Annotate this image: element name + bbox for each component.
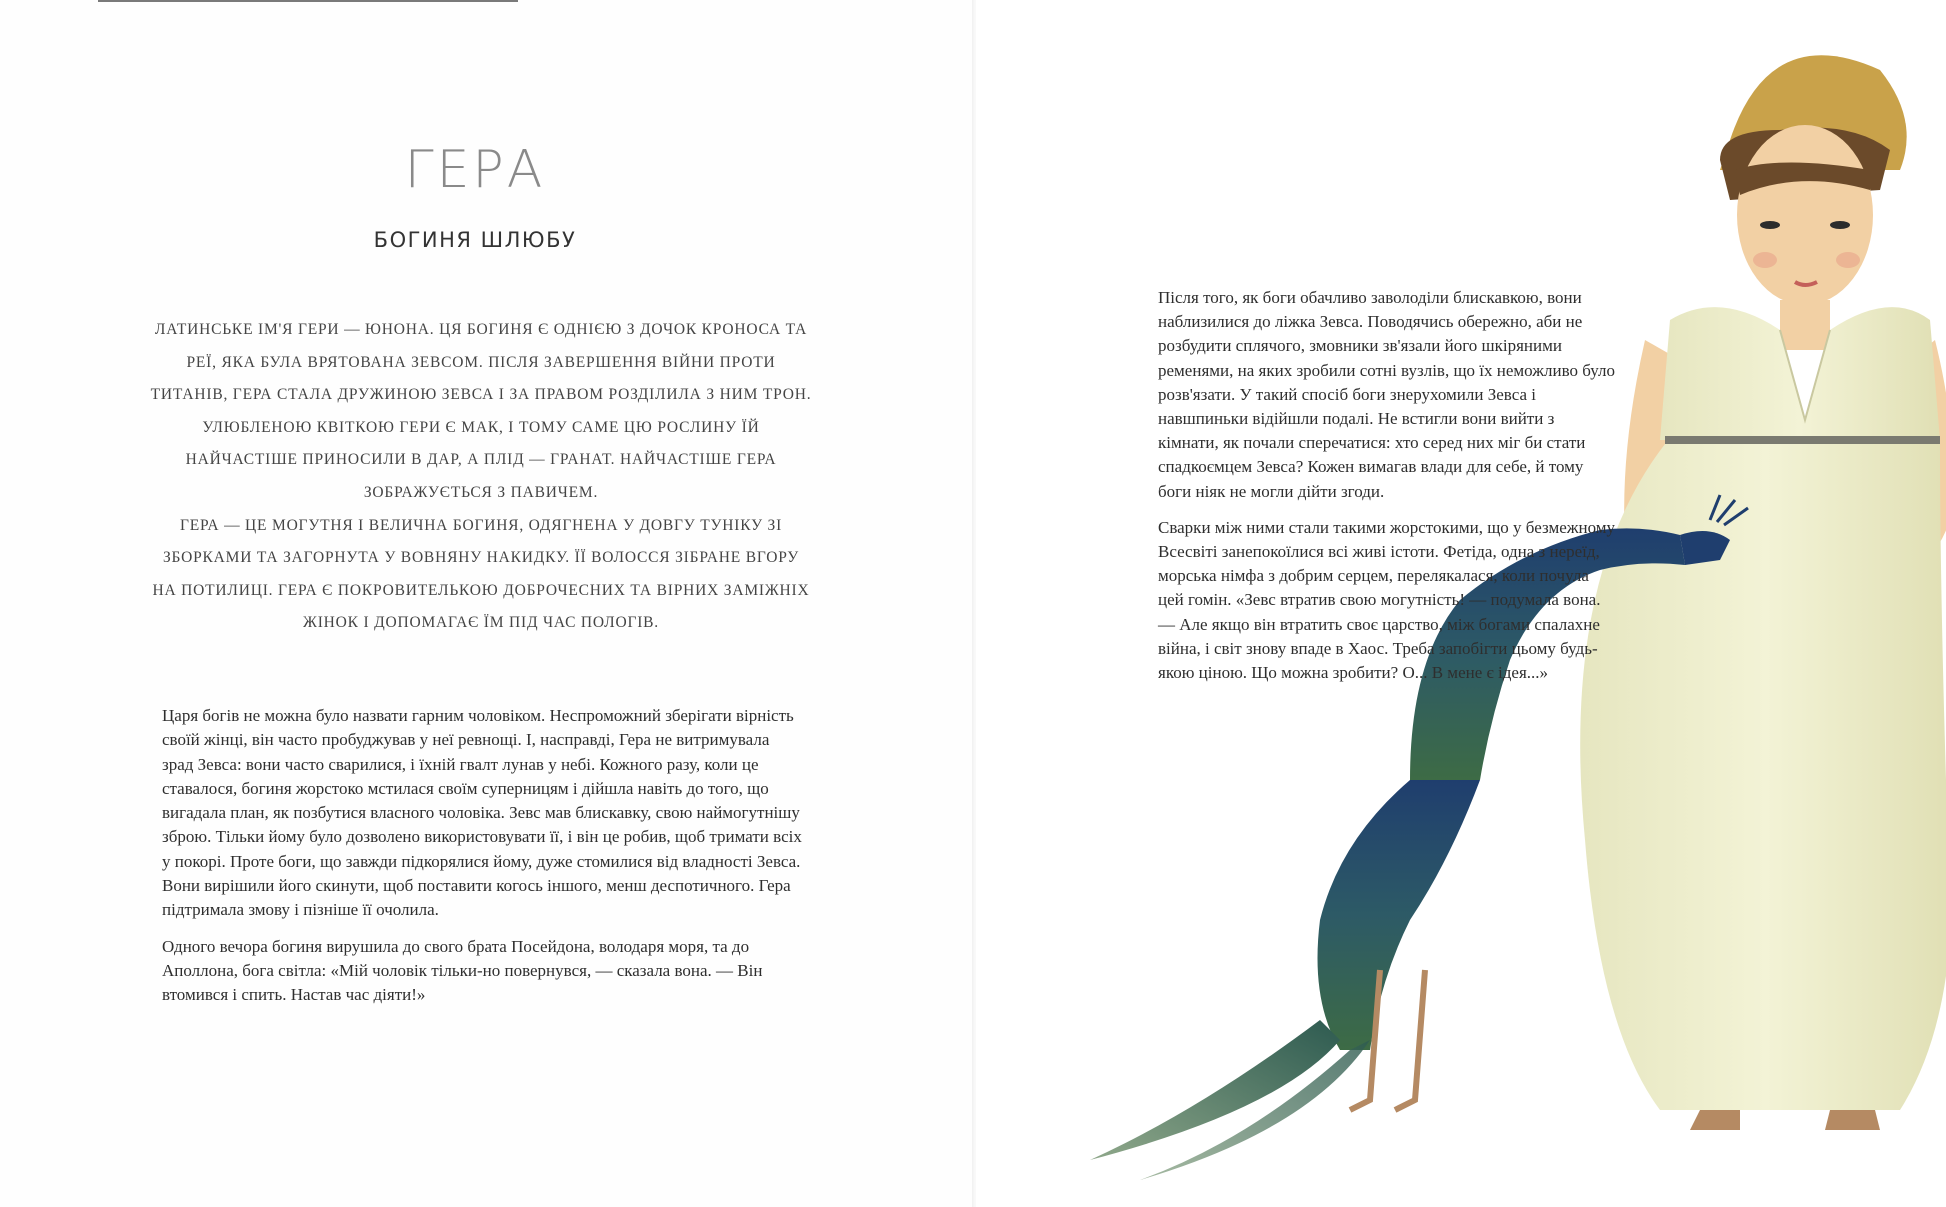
peacock-tail: [1140, 1040, 1370, 1180]
peacock-body: [1318, 780, 1481, 1050]
page-title: ГЕРА: [404, 140, 546, 200]
neck: [1780, 300, 1830, 350]
right-eye: [1830, 221, 1850, 229]
intro-text: [150, 314, 812, 640]
foot: [1825, 1110, 1880, 1130]
right-body-text: [1158, 286, 1618, 697]
body-paragraph: Одного вечора богиня вирушила до свого брата Посейдона, володаря моря, та до Аполлона, бога світла: «Мій чоловік тільки-но повернувся, — сказала вона. — Він втомився і спить. Настав час діяти!»: [162, 936, 763, 1005]
left-eye: [1760, 221, 1780, 229]
intro-paragraph: ЛАТИНСЬКЕ ІМ'Я ГЕРИ — ЮНОНА. ЦЯ БОГИНЯ Є ОДНІЄЮ З ДОЧОК КРОНОСА ТА РЕЇ, ЯКА БУЛА ВРЯТОВАНА ЗЕВСОМ. ПІСЛЯ ЗАВЕРШЕННЯ ВІЙНИ ПРОТИ ТИТАНІВ, ГЕРА СТАЛА ДРУЖИНОЮ ЗЕВСА І ЗА ПРАВОМ РОЗДІЛИЛА З НИМ ТРОН. УЛЮБЛЕНОЮ КВІТКОЮ ГЕРИ Є МАК, І ТОМУ САМЕ ЦЮ РОСЛИНУ ЇЙ НАЙЧАСТІШЕ ПРИНОСИЛИ В ДАР, А ПЛІД — ГРАНАТ. НАЙЧАСТІШЕ ГЕРА ЗОБРАЖУЄТЬСЯ З ПАВИЧЕМ.: [150, 321, 812, 501]
body-paragraph: Після того, як боги обачливо заволоділи блискавкою, вони наблизилися до ліжка Зевса. Поводячись обережно, аби не розбудити сплячого, змовники зв'язали його шкіряними ременями, на яких зробили сотні вузлів, що їх неможливо було розв'язати. У такий спосіб боги знерухомили Зевса і навшпиньки відійшли подалі. Не встигли вони вийти з кімнати, як почали сперечатися: хто серед них міг би стати спадкоємцем Зевса? Кожен вимагав влади для себе, й тому боги ніяк не могли дійти згоди.: [1158, 288, 1615, 501]
cheek: [1836, 252, 1860, 268]
cheek: [1753, 252, 1777, 268]
peacock-leg: [1395, 970, 1425, 1110]
intro-paragraph: ГЕРА — ЦЕ МОГУТНЯ І ВЕЛИЧНА БОГИНЯ, ОДЯГНЕНА У ДОВГУ ТУНІКУ ЗІ ЗБОРКАМИ ТА ЗАГОРНУТА У ВОВНЯНУ НАКИДКУ. ЇЇ ВОЛОССЯ ЗІБРАНЕ ВГОРУ НА ПОТИЛИЦІ. ГЕРА Є ПОКРОВИТЕЛЬКОЮ ДОБРОЧЕСНИХ ТА ВІРНИХ ЗАМІЖНІХ ЖІНОК І ДОПОМАГАЄ ЇМ ПІД ЧАС ПОЛОГІВ.: [152, 516, 810, 632]
page-subtitle: БОГИНЯ ШЛЮБУ: [373, 228, 577, 252]
left-body-text: [162, 704, 802, 1020]
woman-figure: [1580, 55, 1946, 1130]
belt: [1665, 436, 1940, 444]
top-rule: [98, 0, 518, 2]
body-paragraph: Царя богів не можна було назвати гарним чоловіком. Неспроможний зберігати вірність своїй жінці, він часто пробуджував у неї ревнощі. І, насправді, Гера не витримувала зрад Зевса: вони часто сварилися, і їхній гвалт лунав у небі. Кожного разу, коли це ставалося, богиня жорстоко мстилася своїм суперницям і дійшла навіть до того, що вигадала план, як позбутися власного чоловіка. Зевс мав блискавку, свою наймогутнішу зброю. Тільки йому було дозволено використовувати її, і він це робив, щоб тримати всіх у покорі. Проте боги, що завжди підкорялися йому, дуже стомилися від владності Зевса. Вони вирішили його скинути, щоб поставити когось іншого, менш деспотичного. Гера підтримала змову і пізніше її очолила.: [162, 706, 802, 920]
foot: [1690, 1110, 1740, 1130]
body-paragraph: Сварки між ними стали такими жорстокими, що у безмежному Всесвіті занепокоїлися всі живі істоти. Фетіда, одна з нереїд, морська німфа з добрим серцем, перелякалася, коли почула цей гомін. «Зевс втратив свою могутність! — подумала вона. — Але якщо він втратить своє царство, між богами спалахне війна, і світ знову впаде в Хаос. Треба запобігти цьому будь-якою ціною. Що можна зробити? О... В мене є ідея...»: [1158, 517, 1616, 683]
face: [1737, 125, 1873, 305]
